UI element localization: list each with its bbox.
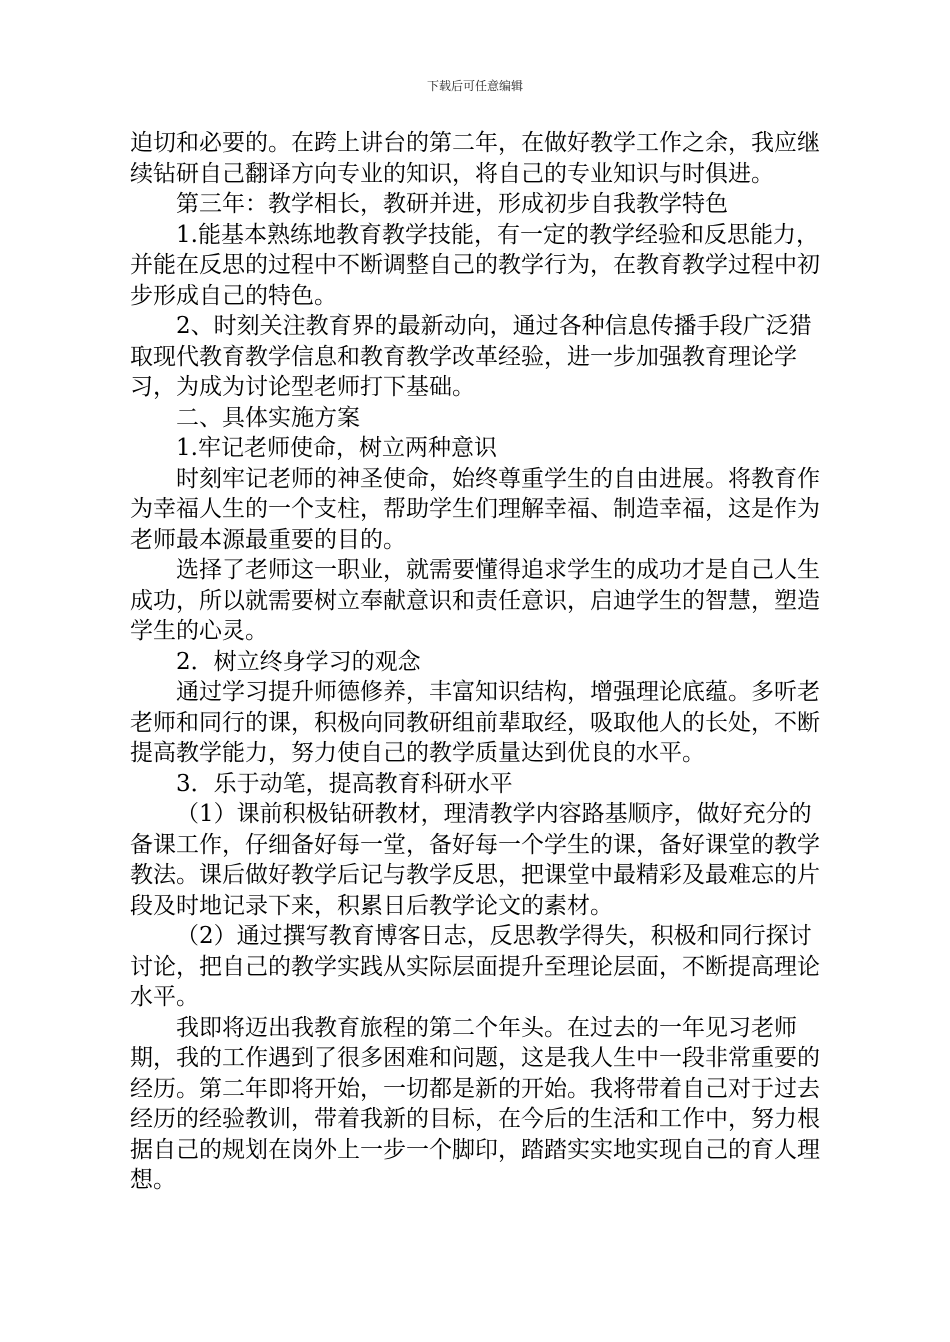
- paragraph: 我即将迈出我教育旅程的第二个年头。在过去的一年见习老师期，我的工作遇到了很多困难和问题，这是我人生中一段非常重要的经历。第二年即将开始，一切都是新的开始。我将带着自己对于过去经历的经验教训，带着我新的目标，在今后的生活和工作中，努力根据自己的规划在岗外上一步一个脚印，踏踏实实地实现自己的育人理想。: [130, 1014, 820, 1193]
- list-item: 1.能基本熟练地教育教学技能，有一定的教学经验和反思能力，并能在反思的过程中不断调整自己的教学行为，在教育教学过程中初步形成自己的特色。: [130, 221, 820, 309]
- list-item: 2、时刻关注教育界的最新动向，通过各种信息传播手段广泛猎取现代教育教学信息和教育教学改革经验，进一步加强教育理论学习，为成为讨论型老师打下基础。: [130, 313, 812, 400]
- section-heading: 二、具体实施方案: [176, 404, 360, 431]
- paragraph: 通过学习提升师德修养，丰富知识结构，增强理论底蕴。多听老老师和同行的课，积极向同教研组前辈取经，吸取他人的长处，不断提高教学能力，努力使自己的教学质量达到优良的水平。: [130, 679, 820, 766]
- subsection-heading: 2．树立终身学习的观念: [176, 648, 421, 675]
- paragraph: 选择了老师这一职业，就需要懂得追求学生的成功才是自己人生成功，所以就需要树立奉献意识和责任意识，启迪学生的智慧，塑造学生的心灵。: [130, 557, 820, 644]
- section-heading: 第三年：教学相长，教研并进，形成初步自我教学特色: [176, 191, 728, 217]
- list-item: （2）通过撰写教育博客日志，反思教学得失，积极和同行探讨讨论，把自己的教学实践从实际层面提升至理论层面，不断提高理论水平。: [130, 923, 820, 1010]
- paragraph: 迫切和必要的。在跨上讲台的第二年，在做好教学工作之余，我应继续钻研自己翻译方向专业的知识，将自己的专业知识与时俱进。: [130, 130, 820, 187]
- paragraph: 时刻牢记老师的神圣使命，始终尊重学生的自由进展。将教育作为幸福人生的一个支柱，帮助学生们理解幸福、制造幸福，这是作为老师最本源最重要的目的。: [130, 465, 820, 553]
- document-body: [130, 128, 830, 1196]
- subsection-heading: 1.牢记老师使命，树立两种意识: [176, 435, 497, 461]
- subsection-heading: 3．乐于动笔，提高教育科研水平: [176, 770, 513, 797]
- list-item: （1）课前积极钻研教材，理清教学内容路基顺序，做好充分的备课工作，仔细备好每一堂，备好每一个学生的课，备好课堂的教学教法。课后做好教学后记与教学反思，把课堂中最精彩及最难忘的片段及时地记录下来，积累日后教学论文的素材。: [130, 801, 820, 919]
- page-header: 下载后可任意编辑: [426, 79, 523, 93]
